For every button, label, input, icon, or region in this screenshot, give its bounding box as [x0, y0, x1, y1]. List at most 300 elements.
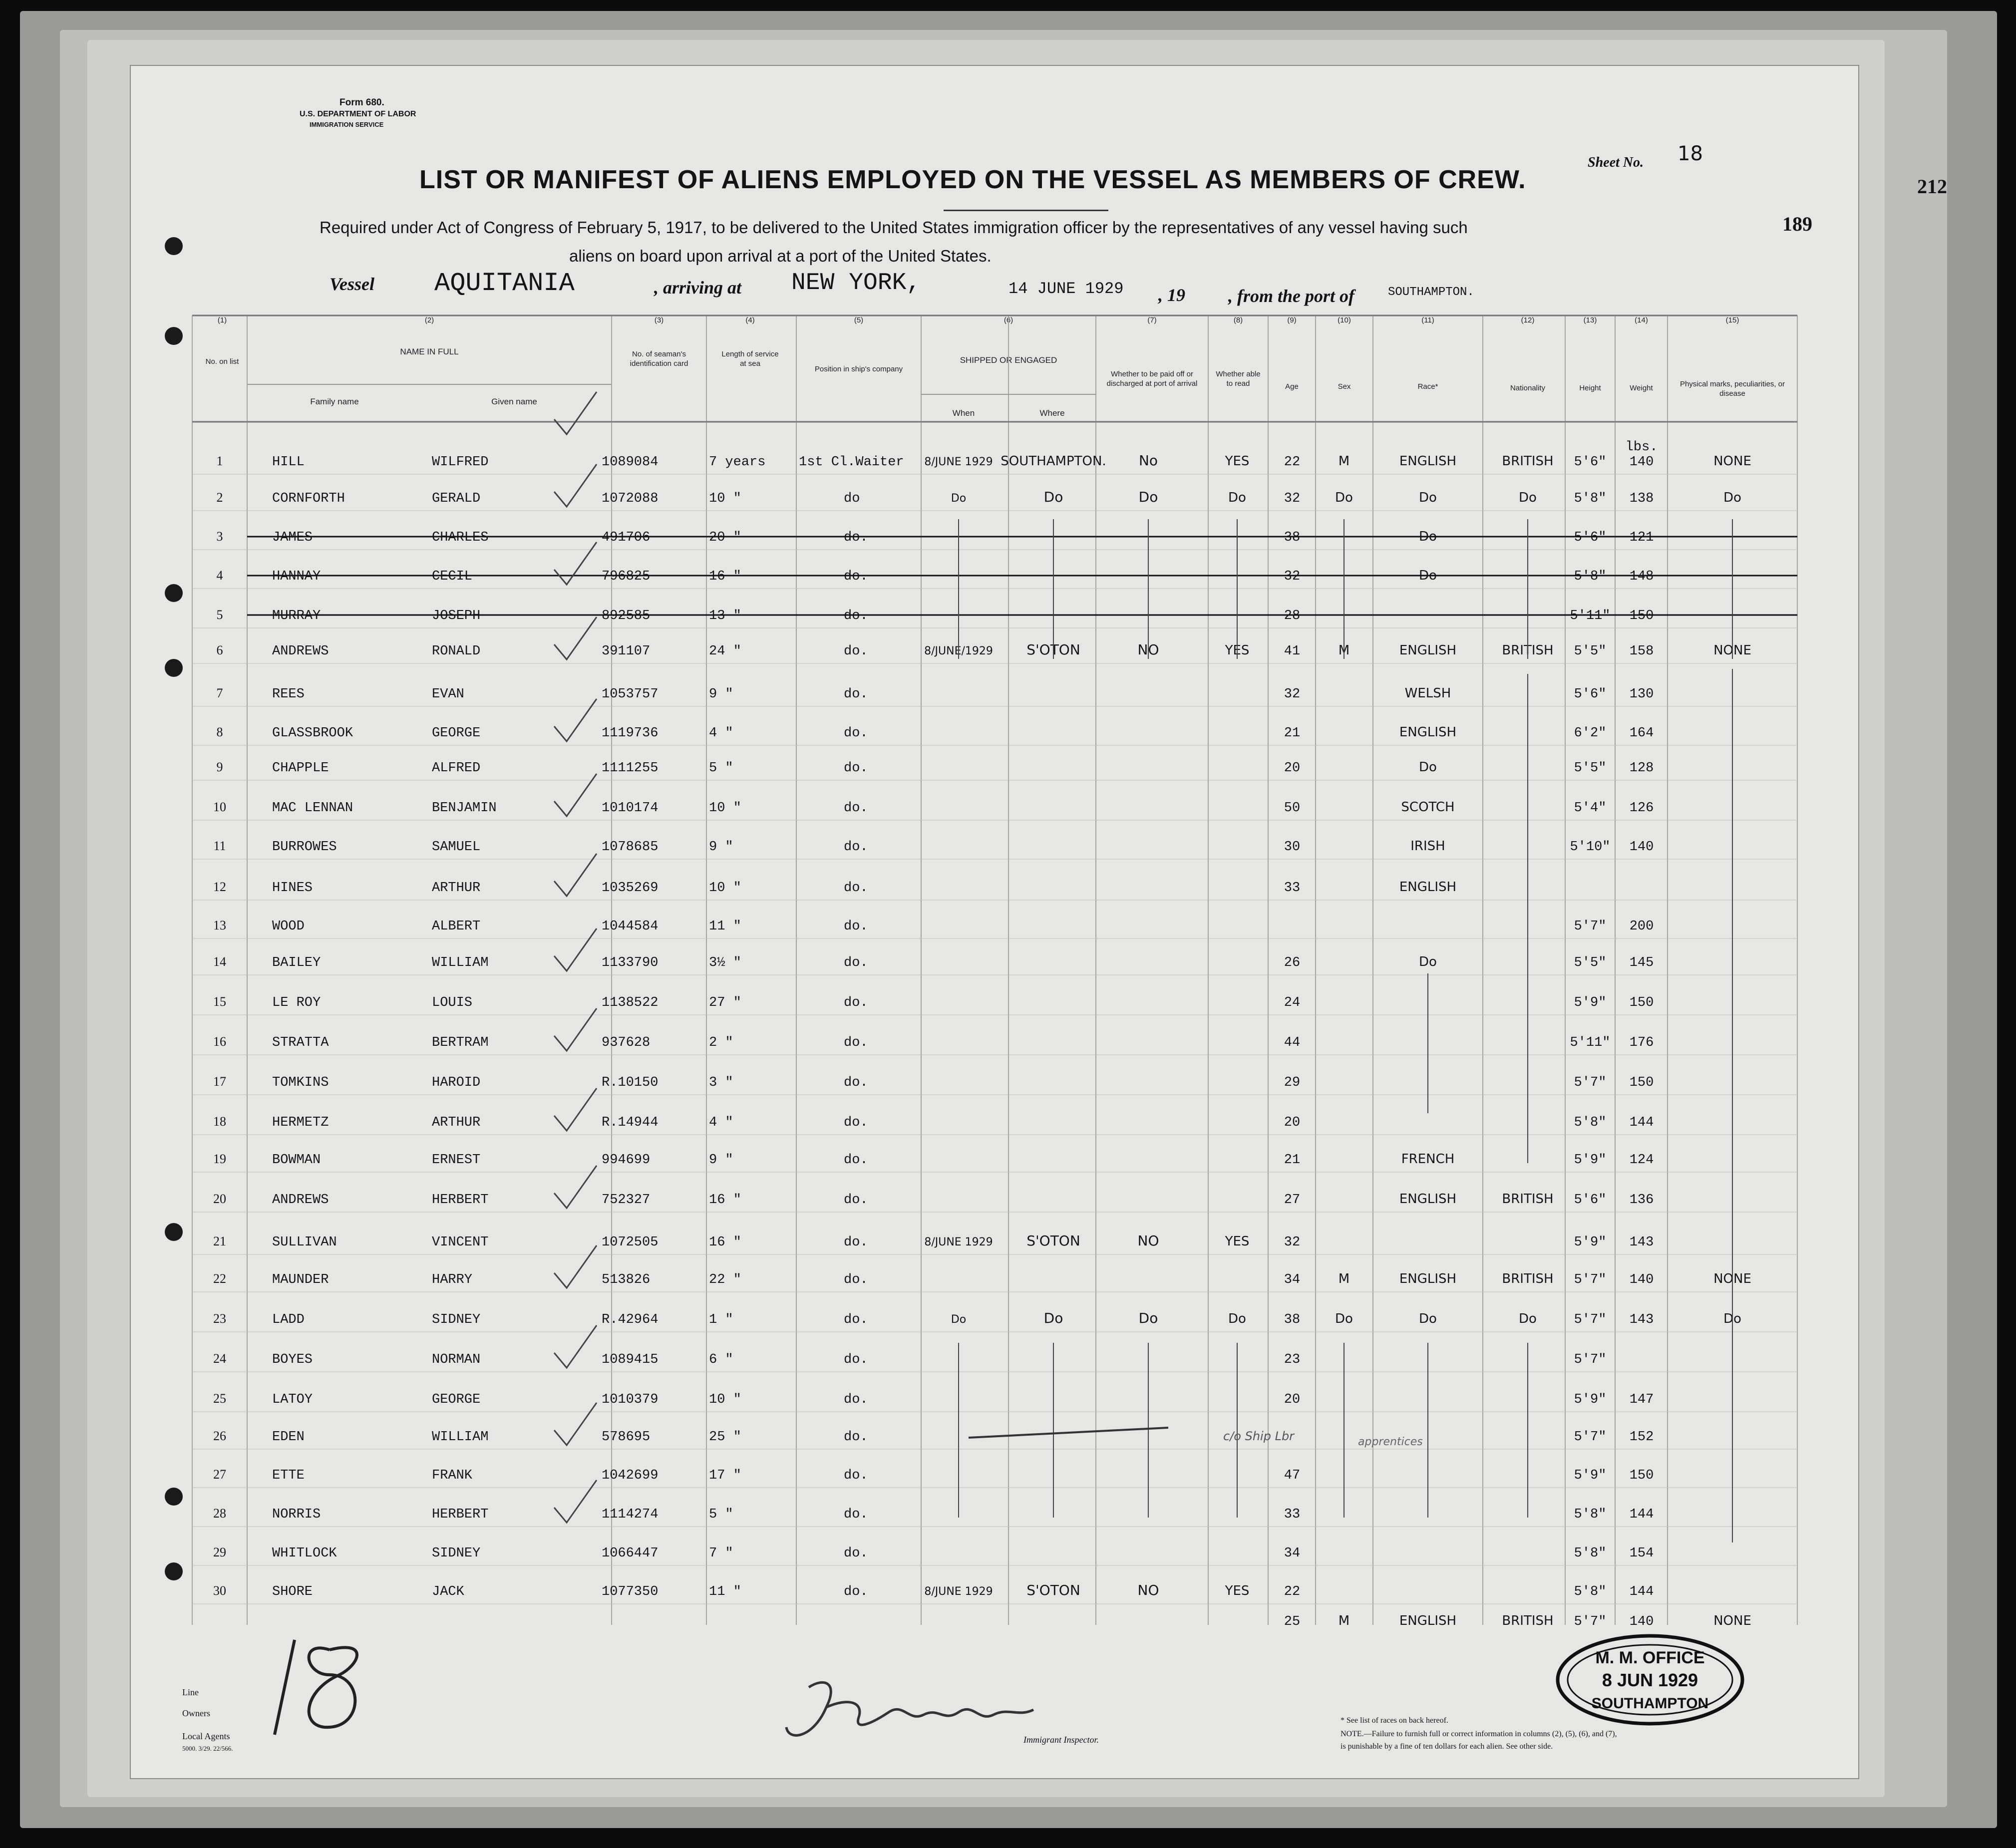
shipped-where: S'OTON [1026, 1232, 1080, 1249]
family-name: ANDREWS [272, 644, 329, 659]
family-name: CORNFORTH [272, 491, 345, 506]
position: do. [844, 726, 868, 741]
able-to-read: Do [1228, 490, 1246, 505]
race: FRENCH [1401, 1152, 1455, 1167]
paid-off: Do [1138, 1310, 1158, 1326]
weight: 150 [1629, 1075, 1654, 1090]
family-name: LATOY [272, 1392, 313, 1407]
age: 38 [1284, 530, 1301, 545]
given-name: WILLIAM [432, 955, 489, 970]
race: Do [1419, 760, 1437, 775]
physical-marks: NONE [1713, 454, 1751, 469]
height: 5'8" [1574, 1584, 1607, 1599]
card-number: 892585 [602, 609, 651, 623]
given-name: BENJAMIN [432, 801, 497, 816]
given-name: LOUIS [432, 995, 473, 1010]
paid-off: No [1138, 452, 1158, 469]
binding-hole [165, 584, 183, 602]
given-name: RONALD [432, 644, 481, 659]
height: 5'10" [1570, 840, 1611, 855]
col-heading-sex: Sex [1338, 382, 1351, 391]
height: 5'7" [1574, 1430, 1607, 1445]
card-number: 752327 [602, 1193, 651, 1208]
service-length: 1 " [709, 1312, 733, 1327]
age: 21 [1284, 1153, 1301, 1168]
given-name: ALBERT [432, 919, 481, 934]
row-number: 30 [213, 1583, 226, 1598]
family-name: JAMES [272, 530, 313, 545]
weight: 140 [1629, 840, 1654, 855]
service-length: 27 " [709, 995, 741, 1010]
family-name: BOYES [272, 1352, 313, 1367]
from-port: SOUTHAMPTON. [1388, 286, 1474, 299]
able-to-read: Do [1228, 1311, 1246, 1326]
card-number: R.42964 [602, 1312, 659, 1327]
position: do. [844, 1468, 868, 1483]
card-number: 1035269 [602, 881, 659, 896]
age: 32 [1284, 491, 1301, 506]
card-number: 1072505 [602, 1235, 659, 1250]
card-number: 1133790 [602, 955, 659, 970]
print-code: 5000. 3/29. 22/566. [182, 1745, 233, 1752]
position: do. [844, 609, 868, 623]
col-heading-service: Length of service at sea [721, 350, 779, 368]
subtitle: Required under Act of Congress of February 5, 1917, to be delivered to the United States immigration officer by the representatives of any vessel having such [320, 218, 1468, 237]
row-number: 11 [213, 839, 226, 853]
family-name: BOWMAN [272, 1153, 321, 1168]
age: 28 [1284, 609, 1301, 623]
inspector-signature [779, 1667, 1048, 1767]
weight: 143 [1629, 1235, 1654, 1250]
race: ENGLISH [1399, 725, 1457, 740]
paid-off: Do [1138, 489, 1158, 505]
family-name: STRATTA [272, 1035, 329, 1050]
age: 20 [1284, 1392, 1301, 1407]
card-number: 1077350 [602, 1584, 659, 1599]
stamp-top-text: M. M. OFFICE [1595, 1648, 1705, 1667]
sheet-number: 18 [1678, 142, 1703, 165]
given-name: JACK [432, 1584, 464, 1599]
given-name: ERNEST [432, 1153, 481, 1168]
weight: 154 [1629, 1546, 1654, 1561]
col-heading-race: Race* [1417, 382, 1438, 391]
given-name: BERTRAM [432, 1035, 489, 1050]
family-name: CHAPPLE [272, 761, 329, 776]
service-length: 7 years [709, 455, 766, 470]
weight: 128 [1629, 761, 1654, 776]
age: 33 [1284, 881, 1301, 896]
age: 22 [1284, 1584, 1301, 1599]
row-number: 20 [213, 1192, 226, 1206]
service-length: 4 " [709, 1115, 733, 1130]
weight: 200 [1629, 919, 1654, 934]
height: 5'8" [1574, 569, 1607, 584]
col-heading-nationality: Nationality [1510, 384, 1546, 392]
col-heading-position: Position in ship's company [814, 365, 903, 373]
family-name: SULLIVAN [272, 1235, 337, 1250]
height: 5'4" [1574, 801, 1607, 816]
height: 5'6" [1574, 1193, 1607, 1208]
height: 5'5" [1574, 955, 1607, 970]
card-number: 1066447 [602, 1546, 659, 1561]
binding-hole [165, 1488, 183, 1506]
given-name: SAMUEL [432, 840, 481, 855]
card-number: R.10150 [602, 1075, 659, 1090]
race-footnote: * See list of races on back hereof. [1341, 1716, 1448, 1725]
weight: 140 [1629, 1614, 1654, 1629]
sheet-label: Sheet No. [1588, 155, 1644, 170]
col-heading-shipped: SHIPPED OR ENGAGED [960, 355, 1057, 365]
family-name: SHORE [272, 1584, 313, 1599]
height: 5'5" [1574, 644, 1607, 659]
col-number: (2) [424, 316, 434, 324]
service-length: 9 " [709, 840, 733, 855]
height: 5'6" [1574, 687, 1607, 702]
weight: 164 [1629, 726, 1654, 741]
given-name: FRANK [432, 1468, 473, 1483]
row-number: 5 [216, 608, 223, 622]
height: 5'7" [1574, 1614, 1607, 1629]
weight: 150 [1629, 1468, 1654, 1483]
height: 5'7" [1574, 1272, 1607, 1287]
height: 5'8" [1574, 491, 1607, 506]
position: do. [844, 761, 868, 776]
service-length: 7 " [709, 1546, 733, 1561]
service-length: 3 " [709, 1075, 733, 1090]
col-heading-card: No. of seaman's identification card [630, 350, 688, 368]
weight: 150 [1629, 609, 1654, 623]
service-length: 4 " [709, 726, 733, 741]
given-name: NORMAN [432, 1352, 481, 1367]
col-heading-height: Height [1579, 384, 1601, 392]
given-name: ALFRED [432, 761, 481, 776]
race: WELSH [1404, 686, 1451, 701]
position: do. [844, 1507, 868, 1522]
age: 30 [1284, 840, 1301, 855]
card-number: 1072088 [602, 491, 659, 506]
col-number: (9) [1287, 316, 1297, 324]
sex: M [1338, 643, 1350, 658]
service-length: 17 " [709, 1468, 741, 1483]
age: 32 [1284, 687, 1301, 702]
position: do. [844, 1235, 868, 1250]
service: IMMIGRATION SERVICE [310, 121, 384, 128]
given-name: SIDNEY [432, 1312, 481, 1327]
nationality: Do [1519, 490, 1537, 505]
weight: 152 [1629, 1430, 1654, 1445]
given-name: SIDNEY [432, 1546, 481, 1561]
col-number: (10) [1338, 316, 1351, 324]
col-heading-age: Age [1285, 382, 1299, 391]
binding-hole [165, 327, 183, 345]
given-name: WILFRED [432, 455, 489, 470]
shipped-where: Do [1043, 489, 1063, 505]
family-name: ANDREWS [272, 1193, 329, 1208]
family-name: NORRIS [272, 1507, 321, 1522]
service-length: 20 " [709, 530, 741, 545]
race: ENGLISH [1399, 1613, 1457, 1628]
position: do. [844, 1153, 868, 1168]
office-stamp [1553, 1632, 1747, 1727]
card-number: 491706 [602, 530, 651, 545]
age: 33 [1284, 1507, 1301, 1522]
service-length: 5 " [709, 761, 733, 776]
row-number: 29 [213, 1545, 226, 1559]
row-number: 18 [213, 1114, 226, 1129]
age: 47 [1284, 1468, 1301, 1483]
footer-note: NOTE.—Failure to furnish full or correct information in columns (2), (5), (6), and (7), [1341, 1730, 1617, 1738]
sex: M [1338, 1613, 1350, 1628]
position: do. [844, 1272, 868, 1287]
position: do. [844, 1546, 868, 1561]
stamp-bottom-text: SOUTHAMPTON [1591, 1695, 1709, 1712]
row-number: 2 [216, 490, 223, 505]
col-heading-given: Given name [491, 397, 537, 406]
age: 23 [1284, 1352, 1301, 1367]
age: 22 [1284, 455, 1301, 470]
weight: 145 [1629, 955, 1654, 970]
service-length: 16 " [709, 1193, 741, 1208]
card-number: 391107 [602, 644, 651, 659]
footer-line-label: Line [182, 1687, 199, 1697]
card-number: 1042699 [602, 1468, 659, 1483]
weight: 126 [1629, 801, 1654, 816]
given-name: CECIL [432, 569, 473, 584]
paid-off: NO [1137, 1232, 1159, 1249]
age: 29 [1284, 1075, 1301, 1090]
physical-marks: Do [1723, 1311, 1741, 1326]
position: do. [844, 644, 868, 659]
row-number: 15 [213, 994, 226, 1009]
col-heading-weight: Weight [1630, 384, 1653, 392]
service-length: 16 " [709, 1235, 741, 1250]
given-name: GEORGE [432, 1392, 481, 1407]
card-number: 1089084 [602, 455, 659, 470]
family-name: TOMKINS [272, 1075, 329, 1090]
height: 5'9" [1574, 1468, 1607, 1483]
service-length: 22 " [709, 1272, 741, 1287]
weight: 138 [1629, 491, 1654, 506]
height: 5'7" [1574, 919, 1607, 934]
service-length: 16 " [709, 569, 741, 584]
given-name: HERBERT [432, 1193, 489, 1208]
card-number: 1078685 [602, 840, 659, 855]
position: do. [844, 1312, 868, 1327]
given-name: GERALD [432, 491, 481, 506]
row-number: 9 [216, 760, 223, 774]
card-number: 1010379 [602, 1392, 659, 1407]
race: SCOTCH [1401, 800, 1455, 815]
row-number: 16 [213, 1034, 226, 1049]
weight: 144 [1629, 1584, 1654, 1599]
race: ENGLISH [1399, 454, 1457, 469]
age: 41 [1284, 644, 1301, 659]
col-heading-marks: Physical marks, peculiarities, or disease [1680, 380, 1785, 398]
family-name: HINES [272, 881, 313, 896]
position: do. [844, 1193, 868, 1208]
nationality: BRITISH [1502, 1271, 1554, 1286]
height: 5'6" [1574, 530, 1607, 545]
family-name: MAUNDER [272, 1272, 329, 1287]
stamp-date: 8 JUN 1929 [1602, 1670, 1698, 1690]
family-name: MURRAY [272, 609, 321, 623]
page-title: LIST OR MANIFEST OF ALIENS EMPLOYED ON THE VESSEL AS MEMBERS OF CREW. [419, 165, 1526, 194]
sex: Do [1335, 1311, 1353, 1326]
given-name: HAROID [432, 1075, 481, 1090]
race: Do [1419, 568, 1437, 583]
position: do [844, 491, 860, 506]
handwritten-note: c/o Ship Lbr [1223, 1429, 1295, 1443]
col-number: (14) [1635, 316, 1648, 324]
col-number: (13) [1583, 316, 1597, 324]
row-number: 12 [213, 880, 226, 894]
col-number: (5) [854, 316, 864, 324]
family-name: WHITLOCK [272, 1546, 337, 1561]
family-name: HANNAY [272, 569, 321, 584]
position: do. [844, 687, 868, 702]
weight: 140 [1629, 455, 1654, 470]
card-number: 1010174 [602, 801, 659, 816]
position: do. [844, 1075, 868, 1090]
service-length: 9 " [709, 687, 733, 702]
service-length: 13 " [709, 609, 741, 623]
card-number: 796825 [602, 569, 651, 584]
paid-off: NO [1137, 1582, 1159, 1598]
paid-off: NO [1137, 641, 1159, 658]
given-name: JOSEPH [432, 609, 481, 623]
card-number: 1111255 [602, 761, 659, 776]
inspector-label: Immigrant Inspector. [1023, 1735, 1099, 1745]
position: do. [844, 1352, 868, 1367]
race: IRISH [1410, 839, 1445, 854]
service-length: 10 " [709, 491, 741, 506]
able-to-read: YES [1225, 1234, 1250, 1249]
physical-marks: Do [1723, 490, 1741, 505]
sex: M [1338, 1271, 1350, 1286]
race: Do [1419, 954, 1437, 969]
shipped-where: S'OTON [1026, 1582, 1080, 1598]
age: 25 [1284, 1614, 1301, 1629]
col-heading-when: When [952, 408, 975, 418]
weight: 144 [1629, 1507, 1654, 1522]
physical-marks: NONE [1713, 643, 1751, 658]
weight: 150 [1629, 995, 1654, 1010]
age: 50 [1284, 801, 1301, 816]
col-number: (1) [217, 316, 227, 324]
row-number: 24 [213, 1351, 226, 1366]
position: do. [844, 1035, 868, 1050]
arriving-label: , arriving at [654, 278, 742, 298]
family-name: EDEN [272, 1430, 305, 1445]
height: 5'9" [1574, 995, 1607, 1010]
year-label: , 19 [1158, 285, 1185, 305]
height: 5'9" [1574, 1235, 1607, 1250]
row-number: 17 [213, 1074, 226, 1089]
card-number: 1044584 [602, 919, 659, 934]
height: 5'6" [1574, 455, 1607, 470]
physical-marks: NONE [1713, 1613, 1751, 1628]
weight: 143 [1629, 1312, 1654, 1327]
card-number: 994699 [602, 1153, 651, 1168]
footer-owners-label: Owners [182, 1708, 210, 1718]
age: 27 [1284, 1193, 1301, 1208]
position: do. [844, 881, 868, 896]
weight: 147 [1629, 1392, 1654, 1407]
row-number: 7 [216, 686, 223, 700]
family-name: ETTE [272, 1468, 305, 1483]
height: 5'9" [1574, 1153, 1607, 1168]
given-name: ARTHUR [432, 881, 481, 896]
height: 5'11" [1570, 1035, 1611, 1050]
row-number: 14 [213, 954, 226, 969]
able-to-read: YES [1225, 643, 1250, 658]
row-number: 22 [213, 1271, 226, 1286]
card-number: 937628 [602, 1035, 651, 1050]
binding-hole [165, 237, 183, 255]
family-name: HILL [272, 455, 305, 470]
card-number: 513826 [602, 1272, 651, 1287]
given-name: HARRY [432, 1272, 473, 1287]
sex: Do [1335, 490, 1353, 505]
physical-marks: NONE [1713, 1271, 1751, 1286]
col-number: (11) [1421, 316, 1434, 324]
binding-hole [165, 1223, 183, 1241]
card-number: 1053757 [602, 687, 659, 702]
given-name: EVAN [432, 687, 464, 702]
row-number: 23 [213, 1311, 226, 1326]
col-number: (6) [1004, 316, 1013, 324]
weight: 148 [1629, 569, 1654, 584]
card-number: 1119736 [602, 726, 659, 741]
shipped-when: 8/JUNE 1929 [924, 1236, 993, 1248]
weight: 121 [1629, 530, 1654, 545]
nationality: Do [1519, 1311, 1537, 1326]
given-name: VINCENT [432, 1235, 489, 1250]
given-name: WILLIAM [432, 1430, 489, 1445]
footer-note: is punishable by a fine of ten dollars for each alien. See other side. [1341, 1742, 1553, 1751]
position: do. [844, 1584, 868, 1599]
from-label: , from the port of [1228, 286, 1355, 306]
shipped-where: Do [1043, 1310, 1063, 1326]
race: ENGLISH [1399, 880, 1457, 895]
age: 44 [1284, 1035, 1301, 1050]
position: do. [844, 995, 868, 1010]
form-number: Form 680. [339, 97, 384, 108]
family-name: GLASSBROOK [272, 726, 353, 741]
weight-unit: lbs. [1625, 440, 1658, 455]
row-number: 21 [213, 1234, 226, 1248]
position: do. [844, 530, 868, 545]
service-length: 11 " [709, 1584, 741, 1599]
service-length: 6 " [709, 1352, 733, 1367]
stamp-number: 189 [1782, 213, 1812, 235]
row-number: 25 [213, 1391, 226, 1406]
row-number: 10 [213, 800, 226, 814]
arrival-port: NEW YORK, [791, 270, 921, 297]
able-to-read: YES [1225, 1583, 1250, 1598]
col-number: (7) [1147, 316, 1157, 324]
family-name: BAILEY [272, 955, 321, 970]
service-length: 24 " [709, 644, 741, 659]
title-rule [944, 210, 1108, 211]
age: 32 [1284, 1235, 1301, 1250]
weight: 130 [1629, 687, 1654, 702]
col-heading-where: Where [1039, 408, 1065, 418]
given-name: ARTHUR [432, 1115, 481, 1130]
weight: 136 [1629, 1193, 1654, 1208]
position: do. [844, 955, 868, 970]
position: do. [844, 919, 868, 934]
